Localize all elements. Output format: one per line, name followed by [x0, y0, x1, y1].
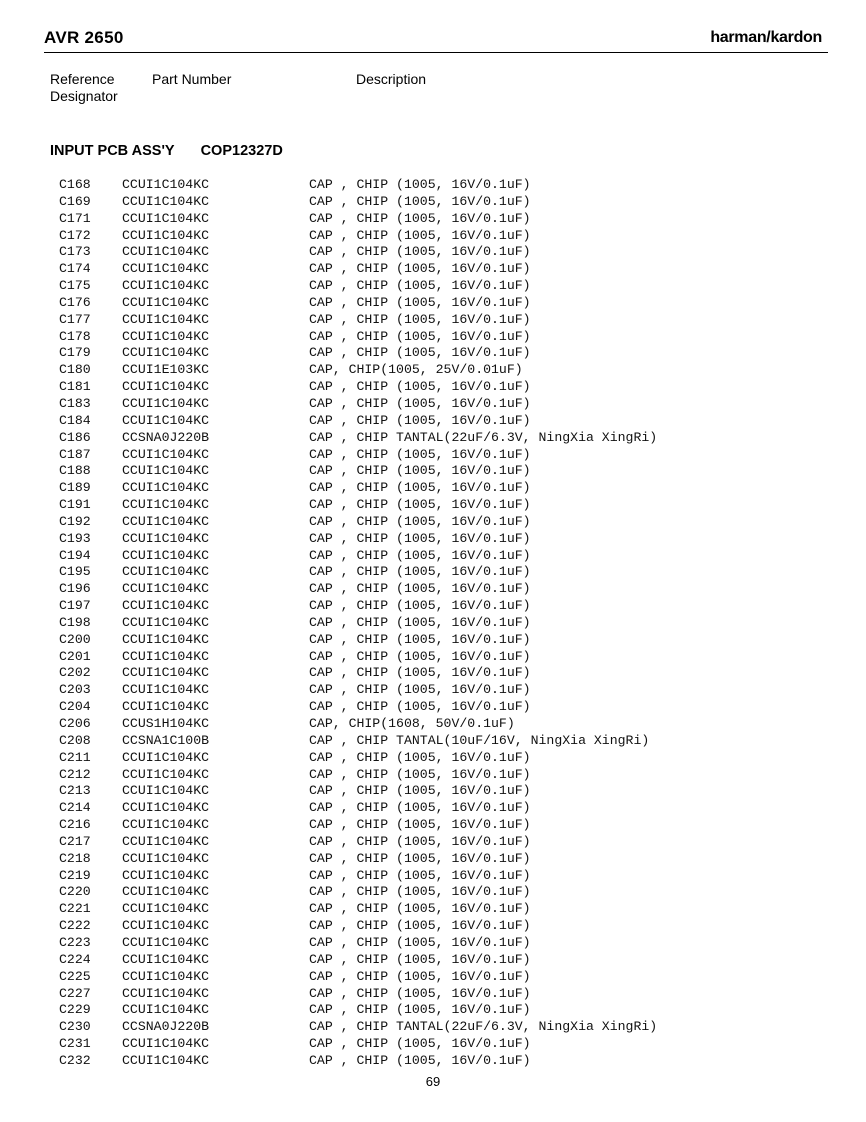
table-row: [0, 447, 866, 464]
part-number: CCUI1C104KC: [122, 564, 210, 580]
part-number: CCUI1C104KC: [122, 951, 210, 967]
part-description: CAP , CHIP (1005, 16V/0.1uF): [309, 968, 531, 984]
table-row: [0, 312, 866, 329]
part-description: CAP , CHIP (1005, 16V/0.1uF): [309, 867, 531, 883]
part-description: CAP , CHIP (1005, 16V/0.1uF): [309, 581, 531, 597]
ref-designator: C217: [59, 833, 91, 849]
part-description: CAP , CHIP (1005, 16V/0.1uF): [309, 547, 531, 563]
part-description: CAP , CHIP (1005, 16V/0.1uF): [309, 193, 531, 209]
part-description: CAP , CHIP (1005, 16V/0.1uF): [309, 379, 531, 395]
part-description: CAP , CHIP (1005, 16V/0.1uF): [309, 901, 531, 917]
table-row: [0, 379, 866, 396]
ref-designator: C231: [59, 1036, 91, 1052]
part-number: CCUS1H104KC: [122, 716, 210, 731]
ref-designator: C183: [59, 395, 91, 411]
ref-designator: C195: [59, 564, 91, 580]
ref-designator: C200: [59, 631, 91, 647]
table-row: [0, 497, 866, 514]
table-row: [0, 548, 866, 565]
part-number: CCUI1C104KC: [122, 261, 210, 277]
table-row: [0, 177, 866, 194]
table-row: [0, 884, 866, 901]
table-row: [0, 682, 866, 699]
ref-designator: C212: [59, 766, 91, 782]
ref-designator: C169: [59, 193, 91, 209]
table-row: [0, 851, 866, 868]
ref-designator: C181: [59, 379, 91, 395]
part-number: CCUI1C104KC: [122, 244, 210, 260]
part-number: CCSNA1C100B: [122, 732, 210, 748]
ref-designator: C178: [59, 328, 91, 344]
ref-designator: C227: [59, 985, 91, 1001]
part-description: CAP , CHIP (1005, 16V/0.1uF): [309, 177, 531, 192]
ref-designator: C172: [59, 227, 91, 243]
page-number: 69: [425, 1074, 441, 1089]
table-row: [0, 1002, 866, 1019]
table-row: [0, 228, 866, 245]
part-description: CAP , CHIP (1005, 16V/0.1uF): [309, 530, 531, 546]
ref-designator: C202: [59, 665, 91, 681]
part-description: CAP , CHIP (1005, 16V/0.1uF): [309, 800, 531, 816]
ref-designator: C201: [59, 648, 91, 664]
part-description: CAP , CHIP (1005, 16V/0.1uF): [309, 850, 531, 866]
part-description: CAP , CHIP TANTAL(22uF/6.3V, NingXia XingRi): [309, 429, 658, 445]
section-title: [50, 143, 283, 159]
part-description: CAP , CHIP (1005, 16V/0.1uF): [309, 985, 531, 1001]
column-header-reference: [50, 71, 118, 105]
part-description: CAP, CHIP(1608, 50V/0.1uF): [309, 716, 515, 731]
part-description: CAP , CHIP (1005, 16V/0.1uF): [309, 227, 531, 243]
part-number: CCUI1C104KC: [122, 480, 210, 496]
part-number: CCUI1C104KC: [122, 1036, 210, 1052]
table-row: [0, 295, 866, 312]
ref-designator: C206: [59, 716, 91, 731]
part-description: CAP , CHIP (1005, 16V/0.1uF): [309, 682, 531, 698]
part-number: CCUI1C104KC: [122, 210, 210, 226]
part-number: CCUI1C104KC: [122, 833, 210, 849]
part-description: CAP , CHIP (1005, 16V/0.1uF): [309, 278, 531, 294]
ref-designator: C188: [59, 463, 91, 479]
table-row: [0, 800, 866, 817]
part-number: CCUI1C104KC: [122, 345, 210, 361]
table-row: [0, 278, 866, 295]
ref-designator: C216: [59, 817, 91, 833]
table-row: [0, 986, 866, 1003]
model-title: AVR 2650: [44, 28, 124, 47]
part-description: CAP , CHIP (1005, 16V/0.1uF): [309, 328, 531, 344]
table-row: [0, 194, 866, 211]
part-description: CAP , CHIP (1005, 16V/0.1uF): [309, 631, 531, 647]
part-description: CAP , CHIP (1005, 16V/0.1uF): [309, 1052, 531, 1068]
part-description: CAP , CHIP (1005, 16V/0.1uF): [309, 817, 531, 833]
part-description: CAP , CHIP (1005, 16V/0.1uF): [309, 648, 531, 664]
part-number: CCUI1C104KC: [122, 294, 210, 310]
part-description: CAP , CHIP (1005, 16V/0.1uF): [309, 446, 531, 462]
part-number: CCUI1C104KC: [122, 1052, 210, 1068]
table-row: [0, 480, 866, 497]
ref-designator: C204: [59, 699, 91, 715]
ref-designator: C230: [59, 1019, 91, 1035]
table-row: [0, 244, 866, 261]
ref-designator: C180: [59, 362, 91, 378]
part-number: CCUI1C104KC: [122, 547, 210, 563]
ref-designator: C203: [59, 682, 91, 698]
table-row: [0, 733, 866, 750]
parts-list: [0, 177, 866, 1070]
table-row: [0, 531, 866, 548]
table-row: [0, 952, 866, 969]
table-row: [0, 581, 866, 598]
part-number: CCUI1C104KC: [122, 648, 210, 664]
part-description: CAP , CHIP (1005, 16V/0.1uF): [309, 783, 531, 799]
table-row: [0, 901, 866, 918]
table-row: [0, 834, 866, 851]
part-number: CCUI1C104KC: [122, 598, 210, 614]
part-description: CAP , CHIP (1005, 16V/0.1uF): [309, 513, 531, 529]
ref-designator: C218: [59, 850, 91, 866]
part-number: CCUI1C104KC: [122, 934, 210, 950]
part-description: CAP , CHIP (1005, 16V/0.1uF): [309, 1036, 531, 1052]
part-number: CCUI1E103KC: [122, 362, 210, 378]
ref-designator: C232: [59, 1052, 91, 1068]
table-row: [0, 632, 866, 649]
part-number: CCUI1C104KC: [122, 918, 210, 934]
part-number: CCUI1C104KC: [122, 800, 210, 816]
table-row: [0, 716, 866, 733]
part-description: CAP , CHIP (1005, 16V/0.1uF): [309, 614, 531, 630]
part-description: CAP , CHIP (1005, 16V/0.1uF): [309, 480, 531, 496]
table-row: [0, 1053, 866, 1070]
part-number: CCUI1C104KC: [122, 412, 210, 428]
part-number: CCUI1C104KC: [122, 379, 210, 395]
part-description: CAP , CHIP (1005, 16V/0.1uF): [309, 951, 531, 967]
part-description: CAP , CHIP (1005, 16V/0.1uF): [309, 463, 531, 479]
part-number: CCUI1C104KC: [122, 513, 210, 529]
part-number: CCUI1C104KC: [122, 985, 210, 1001]
part-description: CAP , CHIP (1005, 16V/0.1uF): [309, 884, 531, 900]
part-number: CCUI1C104KC: [122, 328, 210, 344]
part-number: CCUI1C104KC: [122, 766, 210, 782]
page-header: [44, 28, 828, 53]
part-number: CCUI1C104KC: [122, 682, 210, 698]
part-number: CCUI1C104KC: [122, 783, 210, 799]
part-number: CCUI1C104KC: [122, 631, 210, 647]
part-number: CCUI1C104KC: [122, 177, 210, 192]
part-number: CCUI1C104KC: [122, 227, 210, 243]
ref-designator: C214: [59, 800, 91, 816]
part-description: CAP , CHIP (1005, 16V/0.1uF): [309, 497, 531, 513]
table-row: [0, 329, 866, 346]
column-header-description: Description: [356, 71, 427, 87]
ref-designator: C197: [59, 598, 91, 614]
part-number: CCUI1C104KC: [122, 530, 210, 546]
part-number: CCUI1C104KC: [122, 901, 210, 917]
part-number: CCUI1C104KC: [122, 278, 210, 294]
part-description: CAP , CHIP (1005, 16V/0.1uF): [309, 395, 531, 411]
ref-designator: C173: [59, 244, 91, 260]
table-row: [0, 615, 866, 632]
ref-designator: C177: [59, 311, 91, 327]
part-number: CCUI1C104KC: [122, 817, 210, 833]
assembly-name: INPUT PCB ASS'Y: [50, 143, 175, 159]
table-row: [0, 868, 866, 885]
part-description: CAP , CHIP (1005, 16V/0.1uF): [309, 261, 531, 277]
ref-designator: C211: [59, 749, 91, 765]
table-row: [0, 783, 866, 800]
part-description: CAP , CHIP (1005, 16V/0.1uF): [309, 564, 531, 580]
column-header-reference-line2: Designator: [50, 88, 118, 104]
part-description: CAP , CHIP (1005, 16V/0.1uF): [309, 766, 531, 782]
ref-designator: C219: [59, 867, 91, 883]
part-number: CCUI1C104KC: [122, 1002, 210, 1018]
ref-designator: C187: [59, 446, 91, 462]
part-description: CAP , CHIP (1005, 16V/0.1uF): [309, 294, 531, 310]
column-header-reference-line1: Reference: [50, 71, 115, 87]
table-row: [0, 969, 866, 986]
table-row: [0, 564, 866, 581]
part-description: CAP , CHIP TANTAL(10uF/16V, NingXia XingRi): [309, 732, 650, 748]
ref-designator: C168: [59, 177, 91, 192]
ref-designator: C225: [59, 968, 91, 984]
ref-designator: C194: [59, 547, 91, 563]
table-row: [0, 211, 866, 228]
part-number: CCUI1C104KC: [122, 193, 210, 209]
table-row: [0, 817, 866, 834]
ref-designator: C198: [59, 614, 91, 630]
table-row: [0, 598, 866, 615]
part-number: CCUI1C104KC: [122, 699, 210, 715]
ref-designator: C175: [59, 278, 91, 294]
ref-designator: C220: [59, 884, 91, 900]
part-description: CAP , CHIP (1005, 16V/0.1uF): [309, 749, 531, 765]
column-header-part-number: Part Number: [152, 71, 232, 87]
part-description: CAP , CHIP (1005, 16V/0.1uF): [309, 244, 531, 260]
part-number: CCUI1C104KC: [122, 311, 210, 327]
part-description: CAP , CHIP (1005, 16V/0.1uF): [309, 1002, 531, 1018]
table-row: [0, 649, 866, 666]
part-number: CCUI1C104KC: [122, 850, 210, 866]
table-row: [0, 767, 866, 784]
table-row: [0, 261, 866, 278]
ref-designator: C223: [59, 934, 91, 950]
part-description: CAP , CHIP TANTAL(22uF/6.3V, NingXia XingRi): [309, 1019, 658, 1035]
table-row: [0, 514, 866, 531]
table-row: [0, 463, 866, 480]
ref-designator: C213: [59, 783, 91, 799]
table-row: [0, 413, 866, 430]
ref-designator: C221: [59, 901, 91, 917]
ref-designator: C176: [59, 294, 91, 310]
ref-designator: C229: [59, 1002, 91, 1018]
part-description: CAP , CHIP (1005, 16V/0.1uF): [309, 210, 531, 226]
part-description: CAP , CHIP (1005, 16V/0.1uF): [309, 311, 531, 327]
brand-logo: harman/kardon: [710, 29, 822, 46]
ref-designator: C179: [59, 345, 91, 361]
table-row: [0, 1019, 866, 1036]
ref-designator: C184: [59, 412, 91, 428]
part-number: CCUI1C104KC: [122, 497, 210, 513]
part-number: CCUI1C104KC: [122, 749, 210, 765]
part-number: CCSNA0J220B: [122, 1019, 210, 1035]
ref-designator: C171: [59, 210, 91, 226]
part-number: CCUI1C104KC: [122, 395, 210, 411]
part-description: CAP, CHIP(1005, 25V/0.01uF): [309, 362, 523, 378]
part-description: CAP , CHIP (1005, 16V/0.1uF): [309, 598, 531, 614]
ref-designator: C224: [59, 951, 91, 967]
part-number: CCSNA0J220B: [122, 429, 210, 445]
part-description: CAP , CHIP (1005, 16V/0.1uF): [309, 412, 531, 428]
part-number: CCUI1C104KC: [122, 446, 210, 462]
ref-designator: C191: [59, 497, 91, 513]
table-row: [0, 396, 866, 413]
table-row: [0, 665, 866, 682]
ref-designator: C196: [59, 581, 91, 597]
part-description: CAP , CHIP (1005, 16V/0.1uF): [309, 918, 531, 934]
part-description: CAP , CHIP (1005, 16V/0.1uF): [309, 665, 531, 681]
table-row: [0, 362, 866, 379]
part-description: CAP , CHIP (1005, 16V/0.1uF): [309, 934, 531, 950]
part-number: CCUI1C104KC: [122, 968, 210, 984]
part-number: CCUI1C104KC: [122, 867, 210, 883]
ref-designator: C192: [59, 513, 91, 529]
table-row: [0, 935, 866, 952]
table-row: [0, 699, 866, 716]
ref-designator: C208: [59, 732, 91, 748]
ref-designator: C222: [59, 918, 91, 934]
ref-designator: C189: [59, 480, 91, 496]
table-row: [0, 430, 866, 447]
part-description: CAP , CHIP (1005, 16V/0.1uF): [309, 345, 531, 361]
part-number: CCUI1C104KC: [122, 581, 210, 597]
assembly-code: COP12327D: [200, 143, 283, 159]
part-number: CCUI1C104KC: [122, 463, 210, 479]
part-number: CCUI1C104KC: [122, 614, 210, 630]
table-row: [0, 918, 866, 935]
part-number: CCUI1C104KC: [122, 665, 210, 681]
ref-designator: C193: [59, 530, 91, 546]
part-description: CAP , CHIP (1005, 16V/0.1uF): [309, 699, 531, 715]
table-row: [0, 750, 866, 767]
table-row: [0, 1036, 866, 1053]
part-description: CAP , CHIP (1005, 16V/0.1uF): [309, 833, 531, 849]
ref-designator: C174: [59, 261, 91, 277]
part-number: CCUI1C104KC: [122, 884, 210, 900]
ref-designator: C186: [59, 429, 91, 445]
table-row: [0, 345, 866, 362]
